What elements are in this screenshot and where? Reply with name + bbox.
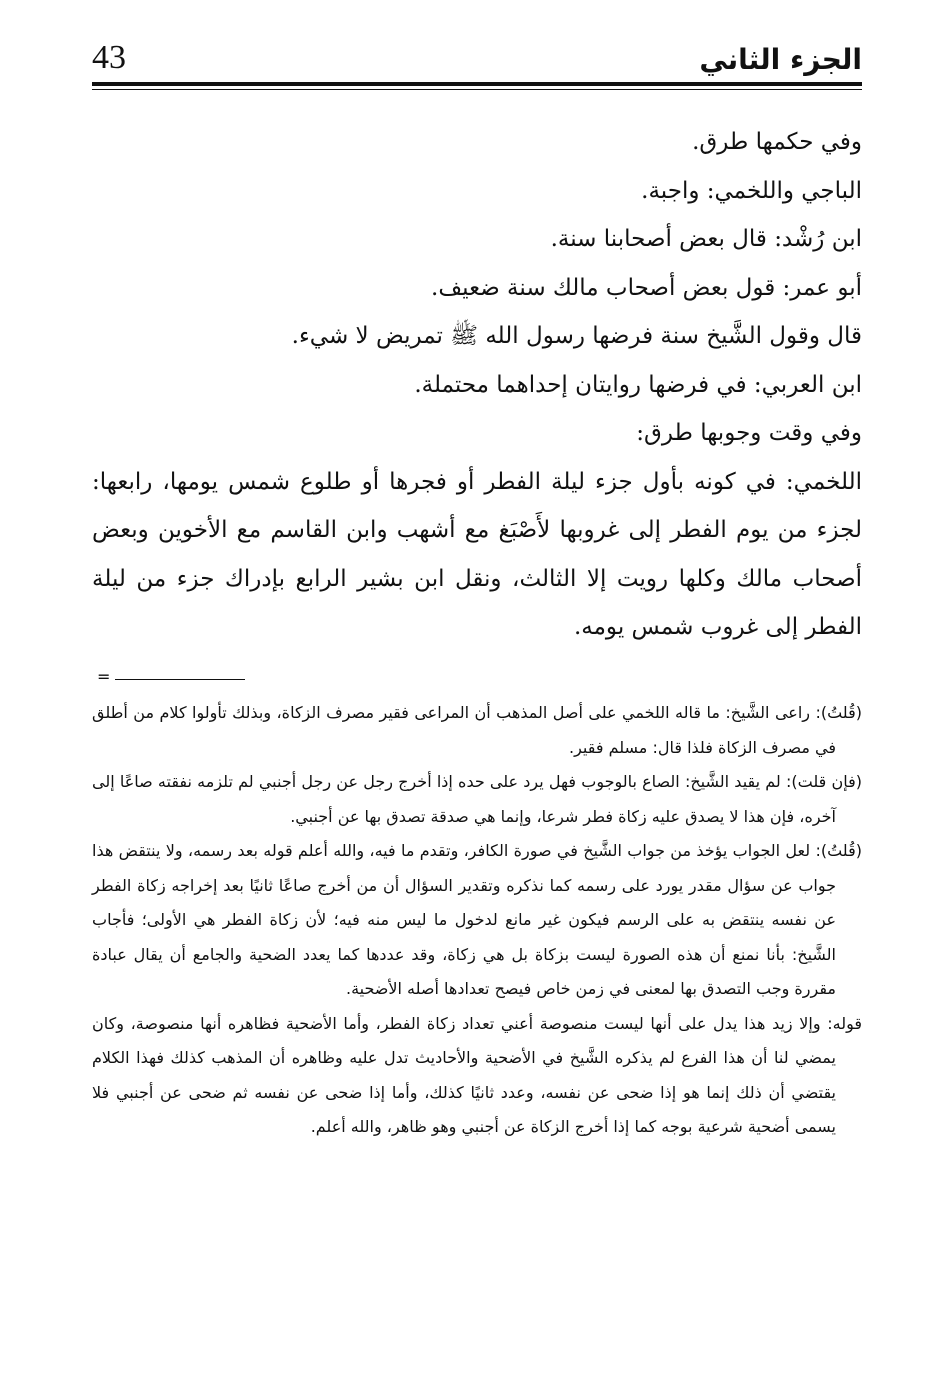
footnote-paragraph: (قُلتُ): لعل الجواب يؤخذ من جواب الشَّيخ في صورة الكافر، وتقدم ما فيه، والله أعلم قوله بعد رسمه، ولا ينتقض هذا جواب عن سؤال مقدر يورد على رسمه كما نذكره وتقدير السؤال أن من أخرج صاعًا ثانيًا بعد إخراجه زكاة الفطر عن نفسه ينتقض به على الرسم فيكون غير مانع لدخول ما ليس منه فيه؛ لأن زكاة الفطر هي الأولى؛ فأجاب الشَّيخ: بأنا نمنع أن هذه الصورة ليست بزكاة بل هي زكاة، وقد عددها كما يعدد الضحية والجامع أن يقال عبادة مقررة وجب التصدق بها لمعنى في زمن خاص فيصح تعدادها أصله الأضحية. (92, 841, 862, 998)
footnote-separator (97, 667, 247, 690)
running-title: الجزء الثاني (699, 43, 862, 76)
main-paragraph: أبو عمر: قول بعض أصحاب مالك سنة ضعيف. (431, 274, 862, 301)
main-text (92, 118, 862, 652)
main-paragraph: وفي حكمها طرق. (692, 129, 862, 155)
footnotes (92, 696, 862, 1145)
footnote-paragraph: قوله: وإلا زيد هذا يدل على أنها ليست منصوصة أعني تعداد زكاة الفطر، وأما الأضحية فظاهره أنها منصوصة، وكان يمضي لنا أن هذا الفرع لم يذكره الشَّيخ في الأضحية والأحاديث تدل عليه وظاهره أن المذهب كذلك فهذا الكلام يقتضي أن ذلك إنما هو إذا ضحى عن نفسه، وعدد ثانيًا كذلك، وأما إذا ضحى عن نفسه ثم ضحى عن أجنبي فلا يسمى أضحية شرعية بوجه كما إذا أخرج الزكاة عن أجنبي وهو ظاهر، والله أعلم. (92, 1013, 862, 1136)
header-rule-thick (92, 82, 862, 86)
main-paragraph: وفي وقت وجوبها طرق: (636, 420, 862, 446)
footnote-paragraph: (قُلتُ): راعى الشَّيخ: ما قاله اللخمي على أصل المذهب أن المراعى فقير مصرف الزكاة، وبذلك تأولوا كلام من أطلق في مصرف الزكاة فلذا قال: مسلم فقير. (92, 703, 862, 757)
main-paragraph: ابن رُشْد: قال بعض أصحابنا سنة. (550, 226, 862, 252)
main-paragraph: قال وقول الشَّيخ سنة فرضها رسول الله ﷺ تمريض لا شيء. (291, 323, 862, 349)
main-paragraph: اللخمي: في كونه بأول جزء ليلة الفطر أو فجرها أو طلوع شمس يومها، رابعها: لجزء من يوم الفطر إلى غروبها لأَصْبَغ مع أشهب وابن القاسم مع الأخوين وبعض أصحاب مالك وكلها رويت إلا الثالث، ونقل ابن بشير الرابع بإدراك جزء من ليلة الفطر إلى غروب شمس يومه. (92, 468, 862, 640)
page-number: 43 (92, 39, 126, 76)
footnote-paragraph: (فإن قلت): لم يقيد الشَّيخ: الصاع بالوجوب فهل يرد على حده إذا أخرج رجل عن رجل أجنبي لم تلزمه نفقته صاعًا إلى آخره، فإن هذا لا يصدق عليه زكاة فطر شرعا، وإنما هي صدقة تصدق بها عن أجنبي. (92, 772, 862, 826)
main-paragraph: الباجي واللخمي: واجبة. (641, 177, 862, 204)
header-rule-thin (92, 89, 862, 90)
main-paragraph: ابن العربي: في فرضها روايتان إحداهما محتملة. (414, 371, 862, 398)
footnote-continuation-mark: = (97, 667, 111, 686)
footnote-separator-line (115, 679, 245, 680)
page-header (92, 36, 862, 94)
